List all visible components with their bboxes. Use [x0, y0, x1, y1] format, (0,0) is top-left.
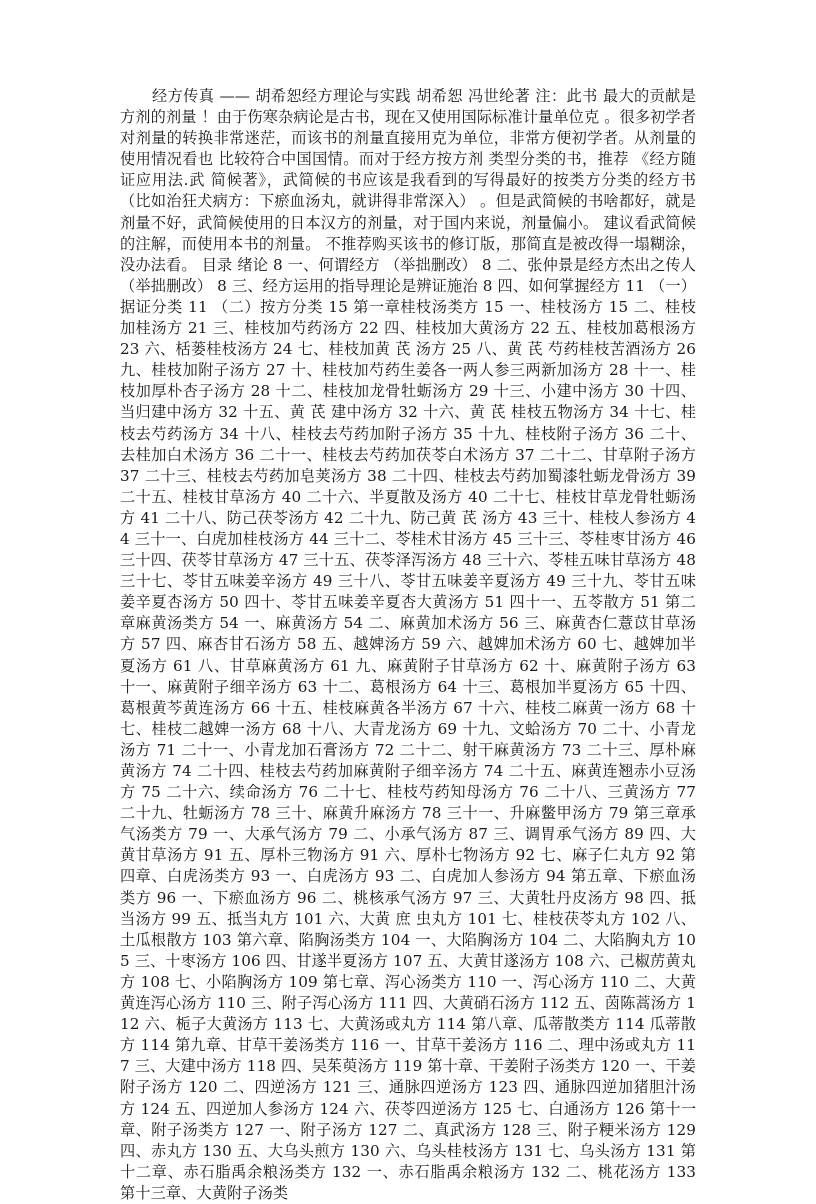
body-paragraph: 经方传真 —— 胡希恕经方理论与实践 胡希恕 冯世纶著 注：此书 最大的贡献是 方剂的剂量 ！由于伤寒杂病论是古书，现在又使用国际标准计量单位克 。很多初学者对剂量的转换非常迷茫，而该书的剂量直接用克为单位，非常方便初学者。从剂量的 使用情况看也 比较符合中国国情。而对于经方按方剂 类型分类的书，推荐 《经方随证应用法.武 简候著》，武简候的书应该是我看到的写得最好的按类方分类的经方书 （比如治狂犬病方：下瘀血汤丸，就讲得非常深入） 。但是武简候的书啥都好，就是剂量不好，武简候使用的日本汉方的剂量，对于国内来说，剂量偏小。 建议看武简候的注解，而使用本书的剂量。 不推荐购买该书的修订版，那简直是被改得一塌糊涂，没办法看。 目录 绪论 8 一、何谓经方 （举拙删改） 8 二、张仲景是经方杰出之传人 （举拙删改） 8 三、经方运用的指导理论是辨证施治 8 四、如何掌握经方 11 （一）据证分类 11 （二）按方分类 15 第一章桂枝汤类方 15 一、桂枝汤方 15 二、桂枝加桂汤方 21 三、桂枝加芍药汤方 22 四、桂枝加大黄汤方 22 五、桂枝加葛根汤方 23 六、栝蒌桂枝汤方 24 七、桂枝加黄 芪 汤方 25 八、黄 芪 芍药桂枝苦酒汤方 26 九、桂枝加附子汤方 27 十、桂枝加芍药生姜各一两人参三两新加汤方 28 十一、桂枝加厚朴杏子汤方 28 十二、桂枝加龙骨牡蛎汤方 29 十三、小建中汤方 30 十四、当归建中汤方 32 十五、黄 芪 建中汤方 32 十六、黄 芪 桂枝五物汤方 34 十七、桂枝去芍药汤方 34 十八、桂枝去芍药加附子汤方 35 十九、桂枝附子汤方 36 二十、去桂加白术汤方 36 二十一、桂枝去芍药加茯苓白术汤方 37 二十二、甘草附子汤方 37 二十三、桂枝去芍药加皂荚汤方 38 二十四、桂枝去芍药加蜀漆牡蛎龙骨汤方 39 二十五、桂枝甘草汤方 40 二十六、半夏散及汤方 40 二十七、桂枝甘草龙骨牡蛎汤方 41 二十八、防己茯苓汤方 42 二十九、防己黄 芪 汤方 43 三十、桂枝人参汤方 44 三十一、白虎加桂枝汤方 44 三十二、苓桂术甘汤方 45 三十三、苓桂枣甘汤方 46 三十四、茯苓甘草汤方 47 三十五、茯苓泽泻汤方 48 三十六、苓桂五味甘草汤方 48 三十七、苓甘五味姜辛汤方 49 三十八、苓甘五味姜辛夏汤方 49 三十九、苓甘五味姜辛夏杏汤方 50 四十、苓甘五味姜辛夏杏大黄汤方 51 四十一、五苓散方 51 第二章麻黄汤类方 54 一、麻黄汤方 54 二、麻黄加术汤方 56 三、麻黄杏仁薏苡甘草汤方 57 四、麻杏甘石汤方 58 五、越婢汤方 59 六、越婢加术汤方 60 七、越婢加半夏汤方 61 八、甘草麻黄汤方 61 九、麻黄附子甘草汤方 62 十、麻黄附子汤方 63 十一、麻黄附子细辛汤方 63 十二、葛根汤方 64 十三、葛根加半夏汤方 65 十四、葛根黄芩黄连汤方 66 十五、桂枝麻黄各半汤方 67 十六、桂枝二麻黄一汤方 68 十七、桂枝二越婢一汤方 68 十八、大青龙汤方 69 十九、文蛤汤方 70 二十、小青龙汤方 71 二十一、小青龙加石膏汤方 72 二十二、射干麻黄汤方 73 二十三、厚朴麻黄汤方 74 二十四、桂枝去芍药加麻黄附子细辛汤方 74 二十五、麻黄连翘赤小豆汤方 75 二十六、续命汤方 76 二十七、桂枝芍药知母汤方 76 二十八、三黄汤方 77 二十九、牡蛎汤方 78 三十、麻黄升麻汤方 78 三十一、升麻鳖甲汤方 79 第三章承气汤类方 79 一、大承气汤方 79 二、小承气汤方 87 三、调胃承气汤方 89 四、大黄甘草汤方 91 五、厚朴三物汤方 91 六、厚朴七物汤方 92 七、麻子仁丸方 92 第四章、白虎汤类方 93 一、白虎汤方 93 二、白虎加人参汤方 94 第五章、下瘀血汤类方 96 一、下瘀血汤方 96 二、桃核承气汤方 97 三、大黄牡丹皮汤方 98 四、抵当汤方 99 五、抵当丸方 101 六、大黄 庶 虫丸方 101 七、桂枝茯苓丸方 102 八、土瓜根散方 103 第六章、陷胸汤类方 104 一、大陷胸汤方 104 二、大陷胸丸方 105 三、十枣汤方 106 四、甘遂半夏汤方 107 五、大黄甘遂汤方 108 六、己椒苈黄丸方 108 七、小陷胸汤方 109 第七章、泻心汤类方 110 一、泻心汤方 110 二、大黄黄连泻心汤方 110 三、附子泻心汤方 111 四、大黄硝石汤方 112 五、茵陈蒿汤方 112 六、栀子大黄汤方 113 七、大黄汤或丸方 114 第八章、瓜蒂散类方 114 瓜蒂散方 114 第九章、甘草干姜汤类方 116 一、甘草干姜汤方 116 二、理中汤或丸方 117 三、大建中汤方 118 四、吴茱萸汤方 119 第十章、干姜附子汤类方 120 一、干姜附子汤方 120 二、四逆汤方 121 三、通脉四逆汤方 123 四、通脉四逆加猪胆汁汤方 124 五、四逆加人参汤方 124 六、茯苓四逆汤方 125 七、白通汤方 126 第十一章、附子汤类方 127 一、附子汤方 127 二、真武汤方 128 三、附子粳米汤方 129 四、赤丸方 130 五、大乌头煎方 130 六、乌头桂枝汤方 131 七、乌头汤方 131 第十二章、赤石脂禹余粮汤类方 132 一、赤石脂禹余粮汤方 132 二、桃花汤方 133 第十三章、大黄附子汤类: [120, 87, 696, 1202]
document-page: [120, 86, 696, 1204]
